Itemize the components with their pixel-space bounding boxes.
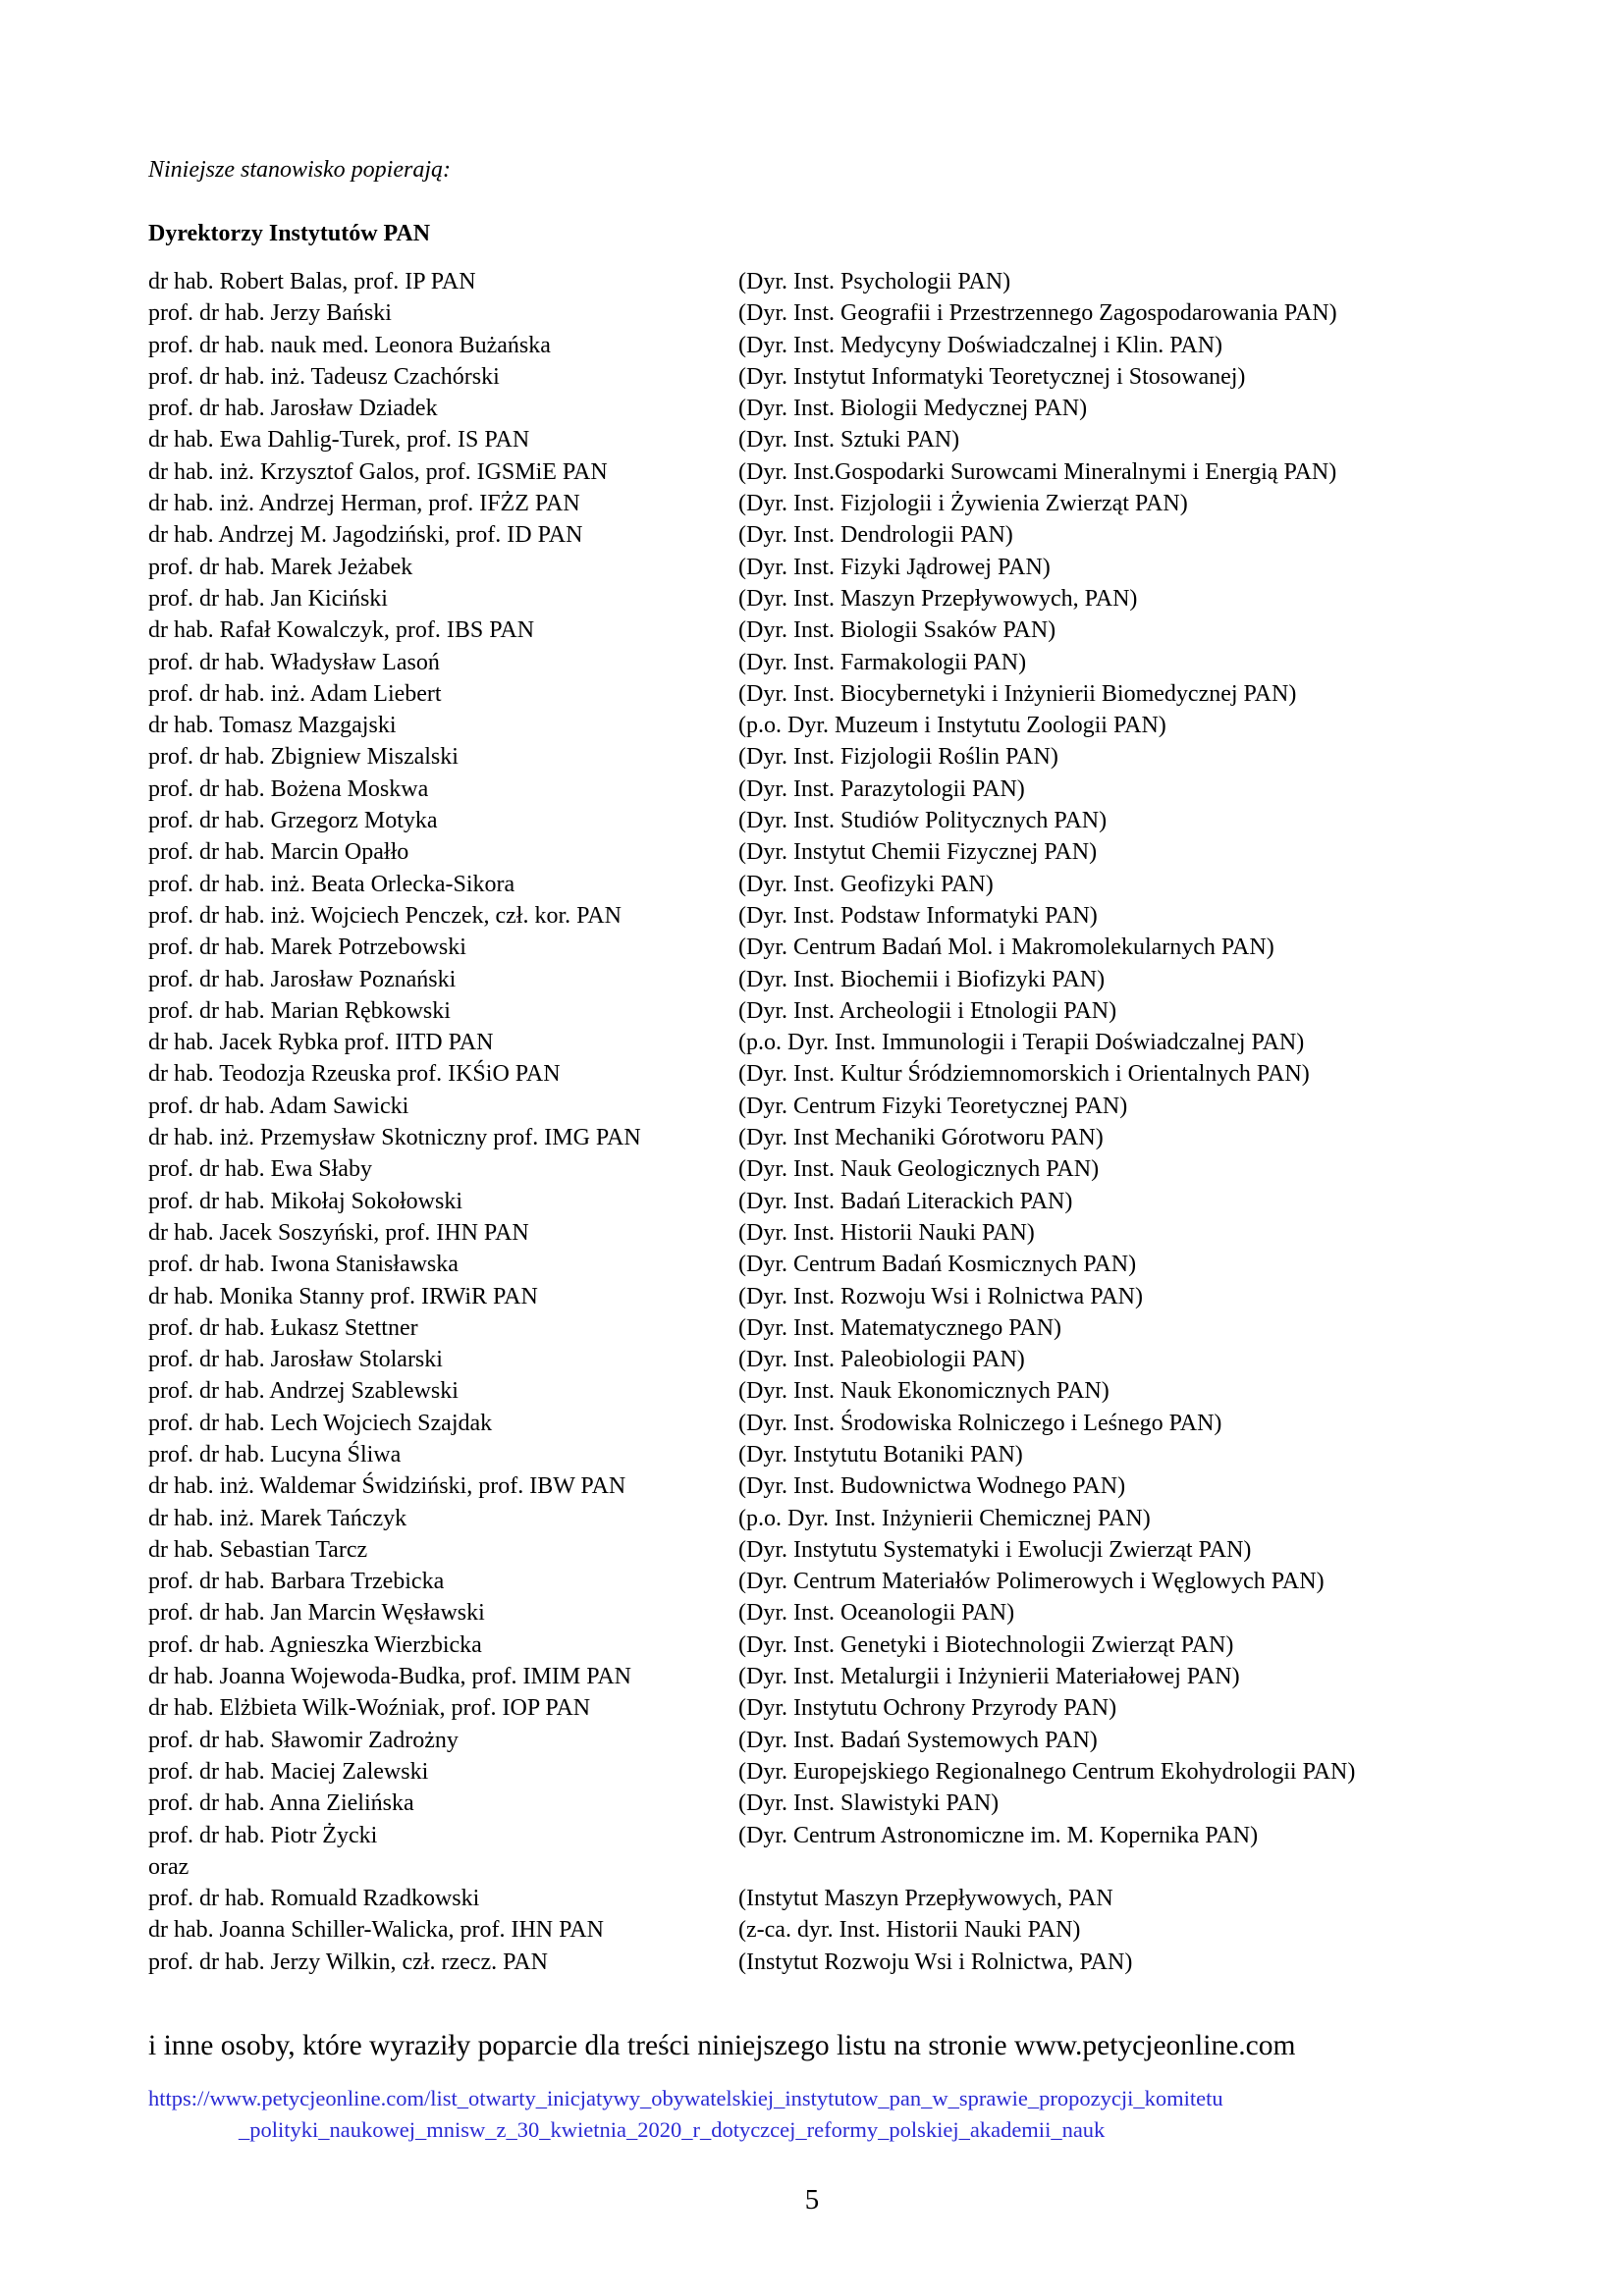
signatory-name: prof. dr hab. inż. Tadeusz Czachórski (148, 363, 500, 390)
signatory-institute: (Dyr. Inst. Biologii Medycznej PAN) (738, 396, 1088, 422)
signatory-institute: (Instytut Maszyn Przepływowych, PAN (738, 1886, 1113, 1912)
signatory-institute: (Dyr. Inst. Kultur Śródziemnomorskich i Orientalnych PAN) (738, 1061, 1310, 1088)
signatory-institute: (Dyr. Instytutu Systematyki i Ewolucji Zwierząt PAN) (738, 1536, 1252, 1563)
signatory-row (148, 456, 1523, 488)
signatory-institute: (Dyr. Inst. Podstaw Informatyki PAN) (738, 902, 1098, 929)
signatory-name: prof. dr hab. Anna Zielińska (148, 1790, 414, 1817)
signatory-row (148, 1058, 1523, 1090)
signatory-name: dr hab. inż. Andrzej Herman, prof. IFŻZ PAN (148, 491, 580, 517)
signatory-institute: (Dyr. Centrum Astronomiczne im. M. Kopernika PAN) (738, 1822, 1259, 1848)
signatory-row (148, 774, 1523, 805)
signatory-name: dr hab. Jacek Soszyński, prof. IHN PAN (148, 1219, 529, 1246)
signatory-row (148, 330, 1523, 361)
signatory-institute: (Dyr. Inst. Biochemii i Biofizyki PAN) (738, 966, 1106, 992)
signatory-row (148, 710, 1523, 741)
signatory-name: prof. dr hab. Andrzej Szablewski (148, 1378, 459, 1405)
signatory-institute: (Dyr. Inst. Maszyn Przepływowych, PAN) (738, 585, 1138, 612)
signatory-name: prof. dr hab. nauk med. Leonora Bużańska (148, 332, 551, 358)
signatory-institute: (Dyr. Centrum Badań Mol. i Makromolekularnych PAN) (738, 934, 1274, 961)
signatory-name: prof. dr hab. inż. Beata Orlecka-Sikora (148, 871, 515, 897)
signatory-name: prof. dr hab. inż. Wojciech Penczek, czł. kor. PAN (148, 902, 622, 929)
page-number: 5 (804, 2184, 820, 2216)
signatory-name: dr hab. Tomasz Mazgajski (148, 713, 397, 739)
signatory-row (148, 1820, 1523, 1851)
signatory-name: dr hab. inż. Marek Tańczyk (148, 1505, 407, 1531)
signatory-institute: (Dyr. Inst. Fizjologii i Żywienia Zwierząt PAN) (738, 491, 1188, 517)
signatory-name: prof. dr hab. Marek Potrzebowski (148, 934, 466, 961)
signatory-row (148, 1408, 1523, 1439)
signatory-institute: (Dyr. Inst. Sztuki PAN) (738, 427, 960, 454)
signatory-name: dr hab. Joanna Schiller-Walicka, prof. IHN PAN (148, 1917, 604, 1944)
signatory-institute: (z-ca. dyr. Inst. Historii Nauki PAN) (738, 1917, 1081, 1944)
signatory-row (148, 647, 1523, 678)
signatory-row (148, 1725, 1523, 1756)
signatory-row (148, 266, 1523, 297)
signatory-institute: (Instytut Rozwoju Wsi i Rolnictwa, PAN) (738, 1949, 1133, 1975)
signatory-row (148, 1186, 1523, 1217)
signatory-row (148, 614, 1523, 646)
signatory-name: prof. dr hab. Marian Rębkowski (148, 997, 451, 1024)
signatory-row (148, 1692, 1523, 1724)
signatory-row (148, 1027, 1523, 1058)
signatory-row (148, 1153, 1523, 1185)
signatory-row (148, 424, 1523, 455)
signatory-name: prof. dr hab. Jan Marcin Węsławski (148, 1600, 485, 1627)
signatory-row (148, 297, 1523, 329)
signatory-name: dr hab. Rafał Kowalczyk, prof. IBS PAN (148, 617, 535, 644)
signatory-row (148, 361, 1523, 393)
petition-link-line-2: _polityki_naukowej_mnisw_z_30_kwietnia_2020_r_dotyczcej_reformy_polskiej_akademii_nauk (239, 2117, 1106, 2142)
signatory-name: prof. dr hab. Jan Kiciński (148, 585, 388, 612)
signatory-name: prof. dr hab. Barbara Trzebicka (148, 1569, 445, 1595)
signatory-row (148, 1756, 1523, 1788)
signatory-institute: (Dyr. Inst. Fizjologii Roślin PAN) (738, 744, 1058, 771)
signatory-row (148, 1217, 1523, 1249)
signatory-row (148, 1470, 1523, 1502)
signatory-name: prof. dr hab. Władysław Lasoń (148, 649, 440, 675)
signatory-row (148, 519, 1523, 551)
signatory-institute: (Dyr. Inst. Dendrologii PAN) (738, 522, 1013, 549)
signatory-name: prof. dr hab. Sławomir Zadrożny (148, 1727, 459, 1753)
signatory-institute: (Dyr. Inst. Studiów Politycznych PAN) (738, 808, 1108, 834)
signatory-name: dr hab. Robert Balas, prof. IP PAN (148, 269, 476, 294)
signatory-row (148, 1344, 1523, 1375)
signatory-row (148, 1122, 1523, 1153)
signatory-name: prof. dr hab. Agnieszka Wierzbicka (148, 1631, 482, 1658)
signatory-row (148, 678, 1523, 710)
signatory-name: prof. dr hab. Zbigniew Miszalski (148, 744, 459, 771)
signatory-row (148, 1597, 1523, 1629)
signatory-institute: (p.o. Dyr. Inst. Immunologii i Terapii Doświadczalnej PAN) (738, 1030, 1305, 1056)
signatory-institute: (Dyr. Inst. Budownictwa Wodnego PAN) (738, 1473, 1126, 1500)
signatory-name: prof. dr hab. Piotr Życki (148, 1822, 378, 1848)
signatory-institute (738, 1851, 1523, 1883)
signatory-name: dr hab. inż. Krzysztof Galos, prof. IGSMiE PAN (148, 458, 608, 485)
signatory-institute: (Dyr. Inst. Biologii Ssaków PAN) (738, 617, 1056, 644)
signatory-institute: (Dyr. Inst. Psychologii PAN) (738, 269, 1011, 294)
signatory-row (148, 1439, 1523, 1470)
signatory-institute: (Dyr. Inst. Geofizyki PAN) (738, 871, 994, 897)
signatory-name: prof. dr hab. Marek Jeżabek (148, 554, 413, 580)
signatory-row (148, 932, 1523, 963)
signatory-institute: (Dyr. Inst. Metalurgii i Inżynierii Materiałowej PAN) (738, 1664, 1240, 1690)
signatory-institute: (Dyr. Inst. Fizyki Jądrowej PAN) (738, 554, 1051, 580)
signatory-institute: (Dyr. Inst. Środowiska Rolniczego i Leśnego PAN) (738, 1410, 1222, 1436)
signatory-institute: (p.o. Dyr. Muzeum i Instytutu Zoologii PAN) (738, 713, 1166, 739)
petition-link[interactable] (148, 2083, 1493, 2146)
signatory-institute: (Dyr. Centrum Fizyki Teoretycznej PAN) (738, 1093, 1128, 1119)
signatory-institute: (Dyr. Inst Mechaniki Górotworu PAN) (738, 1125, 1104, 1151)
signatory-row (148, 1883, 1523, 1914)
signatory-institute: (Dyr. Instytut Informatyki Teoretycznej i Stosowanej) (738, 363, 1246, 390)
signatory-name: dr hab. Ewa Dahlig-Turek, prof. IS PAN (148, 427, 530, 454)
petition-link-line-1: https://www.petycjeonline.com/list_otwarty_inicjatywy_obywatelskiej_instytutow_pan_w_sprawie_propozycji_komitetu (148, 2086, 1223, 2110)
signatory-name: dr hab. Jacek Rybka prof. IITD PAN (148, 1030, 494, 1056)
signatory-row (148, 488, 1523, 519)
signatory-institute: (Dyr. Inst. Archeologii i Etnologii PAN) (738, 997, 1117, 1024)
signatory-name: prof. dr hab. Mikołaj Sokołowski (148, 1188, 462, 1214)
signatory-institute: (Dyr. Centrum Materiałów Polimerowych i Węglowych PAN) (738, 1569, 1325, 1595)
signatory-institute: (Dyr. Inst. Paleobiologii PAN) (738, 1347, 1025, 1373)
signatory-name: prof. dr hab. Jarosław Dziadek (148, 396, 438, 422)
signatory-institute: (Dyr. Inst. Nauk Geologicznych PAN) (738, 1156, 1100, 1183)
signatory-row (148, 1281, 1523, 1312)
signatory-institute: (Dyr. Instytut Chemii Fizycznej PAN) (738, 839, 1098, 866)
signatory-institute: (Dyr. Inst. Medycyny Doświadczalnej i Klin. PAN) (738, 332, 1223, 358)
signatory-institute: (Dyr. Inst. Geografii i Przestrzennego Zagospodarowania PAN) (738, 300, 1337, 327)
signatory-name: dr hab. Monika Stanny prof. IRWiR PAN (148, 1283, 538, 1309)
signatory-row (148, 1091, 1523, 1122)
signatory-row (148, 1566, 1523, 1597)
signatory-row (148, 1534, 1523, 1566)
signatory-row (148, 805, 1523, 836)
signatory-institute: (Dyr. Inst.Gospodarki Surowcami Mineralnymi i Energią PAN) (738, 458, 1337, 485)
signatory-name: oraz (148, 1853, 189, 1880)
signatory-name: prof. dr hab. Lucyna Śliwa (148, 1441, 402, 1468)
signatory-row (148, 1629, 1523, 1661)
support-text: i inne osoby, które wyraziły poparcie dla treści niniejszego listu na stronie www.petycjeonline.com (148, 2030, 1296, 2061)
signatory-name: prof. dr hab. Bożena Moskwa (148, 775, 429, 802)
signatory-row (148, 1914, 1523, 1946)
signatory-name: prof. dr hab. Jerzy Bański (148, 300, 392, 327)
signatory-row (148, 1661, 1523, 1692)
signatory-row (148, 900, 1523, 932)
signatory-name: dr hab. Elżbieta Wilk-Woźniak, prof. IOP PAN (148, 1695, 591, 1722)
signatory-name: prof. dr hab. Jerzy Wilkin, czł. rzecz. PAN (148, 1949, 548, 1975)
signatory-row (148, 393, 1523, 424)
signatory-row (148, 1375, 1523, 1407)
signatories-list (148, 266, 1523, 1978)
signatory-institute: (Dyr. Inst. Genetyki i Biotechnologii Zwierząt PAN) (738, 1631, 1234, 1658)
signatory-row (148, 1947, 1523, 1978)
signatory-row (148, 741, 1523, 773)
signatory-institute: (Dyr. Inst. Badań Literackich PAN) (738, 1188, 1073, 1214)
signatory-row (148, 869, 1523, 900)
signatory-institute: (Dyr. Inst. Farmakologii PAN) (738, 649, 1027, 675)
signatory-name: prof. dr hab. Adam Sawicki (148, 1093, 409, 1119)
signatory-institute: (Dyr. Inst. Badań Systemowych PAN) (738, 1727, 1098, 1753)
signatory-row (148, 1503, 1523, 1534)
signatory-name: dr hab. Joanna Wojewoda-Budka, prof. IMIM PAN (148, 1664, 631, 1690)
signatory-institute: (Dyr. Inst. Parazytologii PAN) (738, 775, 1025, 802)
signatory-row (148, 552, 1523, 583)
signatory-name: prof. dr hab. Lech Wojciech Szajdak (148, 1410, 493, 1436)
signatory-institute: (Dyr. Inst. Oceanologii PAN) (738, 1600, 1015, 1627)
signatory-institute: (Dyr. Europejskiego Regionalnego Centrum Ekohydrologii PAN) (738, 1758, 1356, 1785)
signatory-institute: (Dyr. Inst. Biocybernetyki i Inżynierii Biomedycznej PAN) (738, 680, 1297, 707)
signatory-row (148, 1851, 1523, 1883)
signatory-institute: (p.o. Dyr. Inst. Inżynierii Chemicznej PAN) (738, 1505, 1151, 1531)
signatory-institute: (Dyr. Instytutu Botaniki PAN) (738, 1441, 1023, 1468)
signatory-name: prof. dr hab. Marcin Opałło (148, 839, 409, 866)
signatory-row (148, 1249, 1523, 1280)
signatory-institute: (Dyr. Inst. Historii Nauki PAN) (738, 1219, 1035, 1246)
signatory-institute: (Dyr. Inst. Slawistyki PAN) (738, 1790, 1000, 1817)
signatory-name: prof. dr hab. Jarosław Poznański (148, 966, 457, 992)
signatory-name: dr hab. Andrzej M. Jagodziński, prof. ID PAN (148, 522, 583, 549)
signatory-row (148, 995, 1523, 1027)
section-heading: Dyrektorzy Instytutów PAN (148, 221, 431, 246)
signatory-name: dr hab. Sebastian Tarcz (148, 1536, 368, 1563)
signatory-name: prof. dr hab. Ewa Słaby (148, 1156, 372, 1183)
signatory-row (148, 836, 1523, 868)
signatory-name: dr hab. Teodozja Rzeuska prof. IKŚiO PAN (148, 1061, 561, 1088)
signatory-name: prof. dr hab. inż. Adam Liebert (148, 680, 442, 707)
intro-text: Niniejsze stanowisko popierają: (148, 157, 451, 183)
signatory-row (148, 964, 1523, 995)
signatory-institute: (Dyr. Inst. Matematycznego PAN) (738, 1314, 1062, 1341)
signatory-institute: (Dyr. Instytutu Ochrony Przyrody PAN) (738, 1695, 1117, 1722)
signatory-row (148, 1312, 1523, 1344)
signatory-institute: (Dyr. Inst. Rozwoju Wsi i Rolnictwa PAN) (738, 1283, 1143, 1309)
signatory-name: prof. dr hab. Maciej Zalewski (148, 1758, 429, 1785)
signatory-row (148, 583, 1523, 614)
signatory-row (148, 1788, 1523, 1819)
signatory-name: dr hab. inż. Przemysław Skotniczny prof. IMG PAN (148, 1125, 641, 1151)
signatory-name: prof. dr hab. Iwona Stanisławska (148, 1252, 459, 1278)
signatory-institute: (Dyr. Centrum Badań Kosmicznych PAN) (738, 1252, 1137, 1278)
signatory-name: prof. dr hab. Łukasz Stettner (148, 1314, 418, 1341)
signatory-name: prof. dr hab. Romuald Rzadkowski (148, 1886, 480, 1912)
signatory-name: prof. dr hab. Grzegorz Motyka (148, 808, 438, 834)
signatory-institute: (Dyr. Inst. Nauk Ekonomicznych PAN) (738, 1378, 1110, 1405)
signatory-name: dr hab. inż. Waldemar Świdziński, prof. IBW PAN (148, 1473, 626, 1500)
signatory-name: prof. dr hab. Jarosław Stolarski (148, 1347, 443, 1373)
